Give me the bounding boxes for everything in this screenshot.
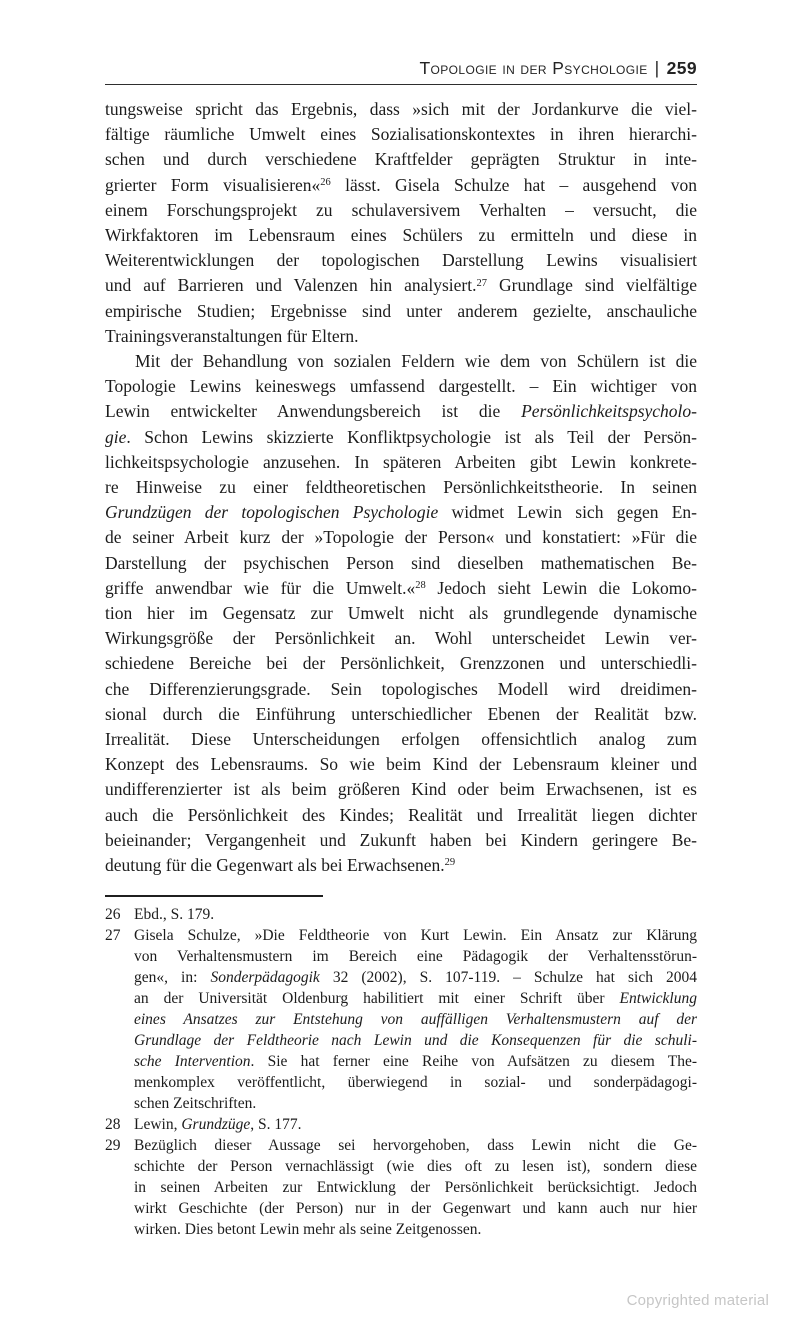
body-text-line bbox=[105, 702, 697, 727]
text-segment: tion hier im Gegensatz zur Umwelt nicht als grundlegende dynamische bbox=[105, 603, 697, 624]
footnote-text bbox=[134, 1135, 697, 1240]
body-text-line bbox=[105, 777, 697, 802]
body-text-line bbox=[105, 425, 697, 450]
text-segment: empirische Studien; Ergebnisse sind unter anderem gezielte, anschauliche bbox=[105, 300, 697, 321]
text-segment: Bezüglich dieser Aussage sei hervorgehoben, dass Lewin nicht die Ge- bbox=[134, 1137, 697, 1155]
text-segment: Persönlichkeitspsycholo- bbox=[521, 401, 697, 422]
text-segment: schiedene Bereiche bei der Persönlichkeit, Grenzzonen und unterschiedli- bbox=[105, 653, 697, 674]
body-text-line bbox=[105, 399, 697, 424]
text-segment: schen Zeitschriften. bbox=[134, 1095, 257, 1113]
footnote-line bbox=[134, 1156, 697, 1177]
text-segment: gie bbox=[105, 426, 127, 447]
header-separator: | bbox=[654, 58, 660, 78]
text-segment: eines Ansatzes zur Entstehung von auffälligen Verhaltensmustern auf der bbox=[134, 1011, 697, 1029]
footnote-item bbox=[105, 1114, 697, 1135]
text-segment: sche Intervention bbox=[134, 1053, 251, 1071]
text-segment: Lewin, bbox=[134, 1116, 182, 1134]
body-text-line bbox=[105, 122, 697, 147]
body-text-line bbox=[105, 248, 697, 273]
header-rule bbox=[105, 84, 697, 85]
text-segment: 32 (2002), S. 107-119. – Schulze hat sich 2004 bbox=[319, 969, 698, 987]
footnote-line bbox=[134, 1072, 697, 1093]
page-number: 259 bbox=[666, 58, 697, 78]
text-segment: wirkt Geschichte (der Person) nur in der Gegenwart und kann auch nur hier bbox=[134, 1200, 697, 1218]
body-text-line bbox=[105, 374, 697, 399]
body-text-line bbox=[105, 727, 697, 752]
text-segment: , S. 177. bbox=[250, 1116, 302, 1134]
body-text-line bbox=[105, 299, 697, 324]
footnote-line bbox=[134, 967, 697, 988]
footnote-line bbox=[134, 1198, 697, 1219]
text-segment: einem Forschungsprojekt zu schulaversivem Verhalten – versucht, die bbox=[105, 199, 697, 220]
footnote-number: 28 bbox=[105, 1116, 121, 1134]
footnote-line bbox=[134, 1009, 697, 1030]
footnote-number: 26 bbox=[105, 906, 121, 924]
text-segment: Grundzügen der topologischen Psychologie bbox=[105, 502, 439, 523]
body-text-line bbox=[105, 450, 697, 475]
footnote-line bbox=[134, 1177, 697, 1198]
body-text-line bbox=[105, 147, 697, 172]
text-segment: gen«, in: bbox=[134, 969, 211, 987]
body-text-line bbox=[105, 551, 697, 576]
footnote-line bbox=[134, 946, 697, 967]
text-segment: griffe anwendbar wie für die Umwelt.« bbox=[105, 577, 416, 598]
footnote-ref: 29 bbox=[444, 857, 456, 869]
body-text-line bbox=[105, 324, 697, 349]
body-text-line bbox=[105, 97, 697, 122]
text-segment: deutung für die Gegenwart als bei Erwachsenen. bbox=[105, 855, 445, 876]
copyright-watermark: Copyrighted material bbox=[626, 1292, 769, 1309]
text-segment: Sonderpädagogik bbox=[210, 969, 320, 987]
body-text-line bbox=[105, 576, 697, 601]
text-segment: schichte der Person vernachlässigt (wie dies oft zu lesen ist), sondern diese bbox=[134, 1158, 697, 1176]
text-segment: menkomplex veröffentlicht, überwiegend in sozial- und sonderpädagogi- bbox=[134, 1074, 697, 1092]
footnote-number: 27 bbox=[105, 927, 121, 945]
footnote-line bbox=[134, 904, 697, 925]
body-text-line bbox=[105, 803, 697, 828]
text-segment: auch die Persönlichkeit des Kindes; Realität und Irrealität liegen dichter bbox=[105, 804, 697, 825]
page-header bbox=[105, 57, 697, 79]
body-text-line bbox=[105, 475, 697, 500]
text-segment: sional durch die Einführung unterschiedlicher Ebenen der Realität bzw. bbox=[105, 703, 697, 724]
footnote-ref: 28 bbox=[415, 580, 426, 592]
body-text-line bbox=[105, 173, 697, 198]
body-text-line bbox=[105, 651, 697, 676]
footnote-number: 29 bbox=[105, 1137, 121, 1155]
text-segment: Lewin entwickelter Anwendungsbereich ist die bbox=[105, 401, 522, 422]
running-head-title: Topologie in der Psychologie bbox=[419, 58, 648, 78]
text-segment: . Schon Lewins skizzierte Konfliktpsychologie ist als Teil der Persön- bbox=[126, 426, 697, 447]
text-segment: re Hinweise zu einer feldtheoretischen Persönlichkeitstheorie. In seinen bbox=[105, 477, 697, 498]
text-segment: Konzept des Lebensraums. So wie beim Kind der Lebensraum kleiner und bbox=[105, 754, 697, 775]
body-text-line bbox=[105, 828, 697, 853]
body-text-line bbox=[105, 525, 697, 550]
footnote-line bbox=[134, 1093, 697, 1114]
text-segment: Darstellung der psychischen Person sind dieselben mathematischen Be- bbox=[105, 552, 697, 573]
text-segment: grierter Form visualisieren« bbox=[105, 174, 321, 195]
paragraph-2 bbox=[105, 349, 697, 878]
text-segment: in seinen Arbeiten zur Entwicklung der Persönlichkeit berücksichtigt. Jedoch bbox=[134, 1179, 697, 1197]
footnote-text bbox=[134, 904, 697, 925]
text-segment: Topologie Lewins keineswegs umfassend dargestellt. – Ein wichtiger von bbox=[105, 376, 697, 397]
text-segment: wirken. Dies betont Lewin mehr als seine Zeitgenossen. bbox=[134, 1221, 482, 1239]
body-text-line bbox=[105, 853, 697, 878]
text-segment: beieinander; Vergangenheit und Zukunft haben bei Kindern geringere Be- bbox=[105, 829, 697, 850]
text-segment: undifferenzierter ist als beim größeren Kind oder beim Erwachsenen, ist es bbox=[105, 779, 697, 800]
text-segment: Trainingsveranstaltungen für Eltern. bbox=[105, 325, 359, 346]
footnote-line bbox=[134, 925, 697, 946]
footnote-separator bbox=[105, 895, 323, 897]
text-segment: lichkeitspsychologie anzusehen. In späteren Arbeiten gibt Lewin konkrete- bbox=[105, 451, 697, 472]
body-text bbox=[105, 97, 697, 878]
body-text-line bbox=[105, 223, 697, 248]
text-segment: an der Universität Oldenburg habilitiert mit einer Schrift über bbox=[134, 990, 620, 1008]
text-segment: de seiner Arbeit kurz der »Topologie der Person« und konstatiert: »Für die bbox=[105, 527, 697, 548]
text-segment: Grundlage sind vielfältige bbox=[487, 275, 697, 296]
footnote-ref: 27 bbox=[476, 277, 488, 289]
text-segment: schen und durch verschiedene Kraftfelder geprägten Struktur in inte- bbox=[105, 149, 697, 170]
text-segment: lässt. Gisela Schulze hat – ausgehend von bbox=[330, 174, 697, 195]
footnote-line bbox=[134, 1030, 697, 1051]
text-segment: Entwicklung bbox=[619, 990, 697, 1008]
text-segment: von Verhaltensmustern im Bereich eine Pädagogik der Verhaltensstörun- bbox=[134, 948, 697, 966]
text-segment: . Sie hat ferner eine Reihe von Aufsätzen zu diesem The- bbox=[250, 1053, 697, 1071]
footnote-line bbox=[134, 988, 697, 1009]
body-text-line bbox=[105, 626, 697, 651]
text-segment: Weiterentwicklungen der topologischen Darstellung Lewins visualisiert bbox=[105, 250, 697, 271]
text-segment: Wirkungsgröße der Persönlichkeit an. Wohl unterscheidet Lewin ver- bbox=[105, 628, 697, 649]
footnote-line bbox=[134, 1219, 697, 1240]
text-segment: und auf Barrieren und Valenzen hin analysiert. bbox=[105, 275, 477, 296]
body-text-line bbox=[105, 752, 697, 777]
body-text-line bbox=[105, 349, 697, 374]
text-segment: tungsweise spricht das Ergebnis, dass »sich mit der Jordankurve die viel- bbox=[105, 99, 697, 119]
footnotes bbox=[105, 904, 697, 1240]
text-segment: Grundzüge bbox=[181, 1116, 251, 1134]
text-segment: Irrealität. Diese Unterscheidungen erfolgen offensichtlich analog zum bbox=[105, 729, 697, 750]
body-text-line bbox=[105, 500, 697, 525]
footnote-item bbox=[105, 904, 697, 925]
footnote-item bbox=[105, 925, 697, 1114]
body-text-line bbox=[105, 677, 697, 702]
footnote-text bbox=[134, 1114, 697, 1135]
footnote-line bbox=[134, 1051, 697, 1072]
footnote-line bbox=[134, 1135, 697, 1156]
text-segment: Grundlage der Feldtheorie nach Lewin und die Konsequenzen für die schuli- bbox=[134, 1032, 697, 1050]
body-text-line bbox=[105, 198, 697, 223]
text-segment: che Differenzierungsgrade. Sein topologisches Modell wird dreidimen- bbox=[105, 678, 697, 699]
text-segment: Gisela Schulze, »Die Feldtheorie von Kurt Lewin. Ein Ansatz zur Klärung bbox=[134, 927, 697, 945]
footnote-item bbox=[105, 1135, 697, 1240]
footnote-line bbox=[134, 1114, 697, 1135]
footnote-text bbox=[134, 925, 697, 1114]
footnote-ref: 26 bbox=[320, 176, 331, 188]
text-segment: Mit der Behandlung von sozialen Feldern wie dem von Schülern ist die bbox=[135, 351, 697, 372]
text-segment: Wirkfaktoren im Lebensraum eines Schülers zu ermitteln und diese in bbox=[105, 225, 697, 246]
page-content bbox=[105, 0, 697, 1240]
text-segment: widmet Lewin sich gegen En- bbox=[438, 502, 697, 523]
text-segment: Jedoch sieht Lewin die Lokomo- bbox=[425, 577, 697, 598]
text-segment: Ebd., S. 179. bbox=[134, 906, 215, 924]
text-segment: fältige räumliche Umwelt eines Sozialisationskontextes in ihren hierarchi- bbox=[105, 124, 697, 145]
paragraph-1 bbox=[105, 97, 697, 349]
body-text-line bbox=[105, 601, 697, 626]
body-text-line bbox=[105, 273, 697, 298]
